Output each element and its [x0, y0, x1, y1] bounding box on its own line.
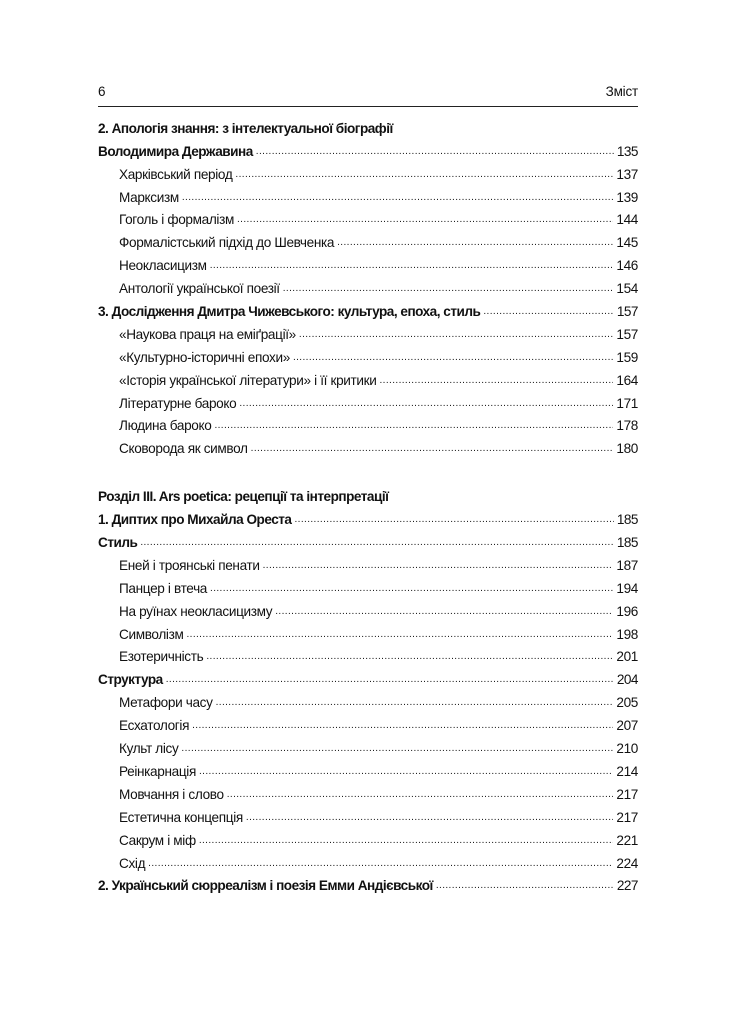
dot-leader — [210, 580, 613, 598]
toc-gap — [98, 458, 638, 483]
toc-entry[interactable] — [98, 781, 638, 804]
toc-heading[interactable] — [98, 529, 638, 552]
toc-page-number: 146 — [616, 258, 638, 274]
toc-page-number: 178 — [616, 418, 638, 434]
toc-heading[interactable] — [98, 298, 638, 321]
dot-leader — [337, 234, 613, 252]
toc-page-number: 227 — [616, 878, 638, 894]
dot-leader — [216, 694, 614, 712]
toc-entry[interactable] — [98, 207, 638, 230]
toc-entry[interactable] — [98, 367, 638, 390]
dot-leader — [148, 855, 613, 873]
toc-page-number: 164 — [616, 372, 638, 388]
toc-entry-title: «Наукова праця на еміґрації» — [119, 326, 296, 342]
dot-leader — [166, 671, 614, 689]
toc-entry[interactable] — [98, 321, 638, 344]
header-rule — [98, 106, 638, 107]
toc-heading[interactable] — [98, 138, 638, 161]
toc-entry[interactable] — [98, 252, 638, 275]
toc-entry[interactable] — [98, 413, 638, 436]
toc-entry-title: Харківський період — [119, 166, 233, 182]
dot-leader — [227, 786, 614, 804]
toc-entry[interactable] — [98, 850, 638, 873]
toc-entry-title: Есхатологія — [119, 718, 190, 734]
toc-entry[interactable] — [98, 435, 638, 458]
toc-page-number: 139 — [616, 189, 638, 205]
toc-entry[interactable] — [98, 275, 638, 298]
toc-page-number: 214 — [616, 763, 638, 779]
toc-entry-title: Антології української поезії — [119, 281, 280, 297]
toc-page-number: 157 — [616, 304, 638, 320]
toc-heading[interactable] — [98, 115, 638, 138]
dot-leader — [182, 189, 613, 207]
dot-leader — [436, 877, 614, 895]
toc-entry-title: Людина бароко — [119, 418, 212, 434]
toc-entry-title: Неокласицизм — [119, 258, 207, 274]
dot-leader — [192, 717, 613, 735]
dot-leader — [283, 280, 614, 298]
toc-entry-title: Естетична концепція — [119, 809, 243, 825]
toc-entry[interactable] — [98, 344, 638, 367]
running-section-title: Зміст — [605, 84, 638, 99]
toc-entry[interactable] — [98, 758, 638, 781]
toc-entry-title: Володимира Державина — [98, 143, 253, 159]
toc-entry-title: Розділ III. Ars poetica: рецепції та інтерпретації — [98, 489, 389, 505]
toc-page-number: 198 — [616, 626, 638, 642]
toc-entry[interactable] — [98, 621, 638, 644]
toc-entry-title: Культ лісу — [119, 741, 179, 757]
toc-page-number: 159 — [616, 349, 638, 365]
toc-entry-title: Сакрум і міф — [119, 832, 196, 848]
toc-entry-title: Схід — [119, 855, 146, 871]
dot-leader — [483, 303, 613, 321]
toc-entry-title: Еней і троянські пенати — [119, 557, 260, 573]
toc-page-number: 221 — [616, 832, 638, 848]
toc-page-number: 194 — [616, 580, 638, 596]
toc-page-number: 187 — [616, 557, 638, 573]
dot-leader — [206, 648, 613, 666]
toc-page-number: 185 — [616, 512, 638, 528]
toc-entry[interactable] — [98, 689, 638, 712]
dot-leader — [380, 372, 614, 390]
toc-page-number: 180 — [616, 441, 638, 457]
toc-entry-title: Літературне бароко — [119, 395, 237, 411]
toc-entry-title: Сковорода як символ — [119, 441, 248, 457]
toc-entry[interactable] — [98, 735, 638, 758]
toc-page-number: 204 — [616, 672, 638, 688]
toc-entry[interactable] — [98, 552, 638, 575]
table-of-contents — [98, 115, 638, 895]
dot-leader — [246, 809, 613, 827]
toc-page-number: 201 — [616, 649, 638, 665]
toc-heading[interactable] — [98, 666, 638, 689]
toc-page-number: 217 — [616, 809, 638, 825]
toc-page-number: 144 — [616, 212, 638, 228]
toc-entry-title: Реінкарнація — [119, 763, 196, 779]
dot-leader — [214, 417, 613, 435]
toc-entry[interactable] — [98, 229, 638, 252]
toc-entry-title: Стиль — [98, 535, 138, 551]
toc-entry-title: Марксизм — [119, 189, 179, 205]
toc-entry-title: «Культурно-історичні епохи» — [119, 349, 290, 365]
dot-leader — [181, 740, 613, 758]
toc-page-number: 196 — [616, 603, 638, 619]
toc-entry-title: «Історія української літератури» і її критики — [119, 372, 377, 388]
toc-entry[interactable] — [98, 712, 638, 735]
toc-page-number: 217 — [616, 786, 638, 802]
toc-page-number: 185 — [616, 535, 638, 551]
toc-entry[interactable] — [98, 598, 638, 621]
dot-leader — [239, 395, 613, 413]
toc-entry-title: 1. Диптих про Михайла Ореста — [98, 512, 292, 528]
toc-entry-title: Структура — [98, 672, 163, 688]
toc-entry[interactable] — [98, 161, 638, 184]
dot-leader — [199, 763, 613, 781]
toc-entry-title: Езотеричність — [119, 649, 204, 665]
toc-heading[interactable] — [98, 873, 638, 896]
toc-page-number: 207 — [616, 718, 638, 734]
page-number: 6 — [98, 84, 106, 99]
toc-heading[interactable] — [98, 506, 638, 529]
dot-leader — [210, 257, 614, 275]
dot-leader — [140, 534, 613, 552]
toc-entry-title: 2. Апологія знання: з інтелектуальної біографії — [98, 120, 393, 136]
dot-leader — [186, 626, 613, 644]
toc-entry[interactable] — [98, 184, 638, 207]
dot-leader — [199, 832, 614, 850]
toc-entry-title: Символізм — [119, 626, 184, 642]
toc-page-number: 171 — [616, 395, 638, 411]
toc-page-number: 154 — [616, 281, 638, 297]
toc-page-number: 157 — [616, 326, 638, 342]
toc-entry-title: Панцер і втеча — [119, 580, 208, 596]
dot-leader — [294, 511, 613, 529]
dot-leader — [235, 166, 613, 184]
toc-entry[interactable] — [98, 827, 638, 850]
toc-entry-title: На руїнах неокласицизму — [119, 603, 273, 619]
toc-entry-title: 2. Український сюрреалізм і поезія Емми Андієвської — [98, 878, 433, 894]
toc-entry-title: Мовчання і слово — [119, 786, 224, 802]
dot-leader — [275, 603, 613, 621]
toc-page-number: 224 — [616, 855, 638, 871]
toc-entry-title: Формалістський підхід до Шевченка — [119, 235, 335, 251]
toc-page-number: 135 — [616, 143, 638, 159]
toc-entry[interactable] — [98, 575, 638, 598]
toc-entry-title: Гоголь і формалізм — [119, 212, 234, 228]
page-header — [98, 84, 638, 104]
toc-entry[interactable] — [98, 804, 638, 827]
toc-page-number: 205 — [616, 695, 638, 711]
toc-entry[interactable] — [98, 390, 638, 413]
toc-entry-title: Метафори часу — [119, 695, 213, 711]
dot-leader — [299, 326, 613, 344]
toc-page-number: 137 — [616, 166, 638, 182]
toc-page-number: 145 — [616, 235, 638, 251]
toc-entry[interactable] — [98, 644, 638, 667]
dot-leader — [293, 349, 613, 367]
dot-leader — [263, 557, 614, 575]
toc-heading[interactable] — [98, 483, 638, 506]
dot-leader — [251, 440, 614, 458]
toc-entry-title: 3. Дослідження Дмитра Чижевського: культура, епоха, стиль — [98, 304, 481, 320]
toc-page-number: 210 — [616, 741, 638, 757]
dot-leader — [256, 143, 614, 161]
dot-leader — [237, 211, 613, 229]
